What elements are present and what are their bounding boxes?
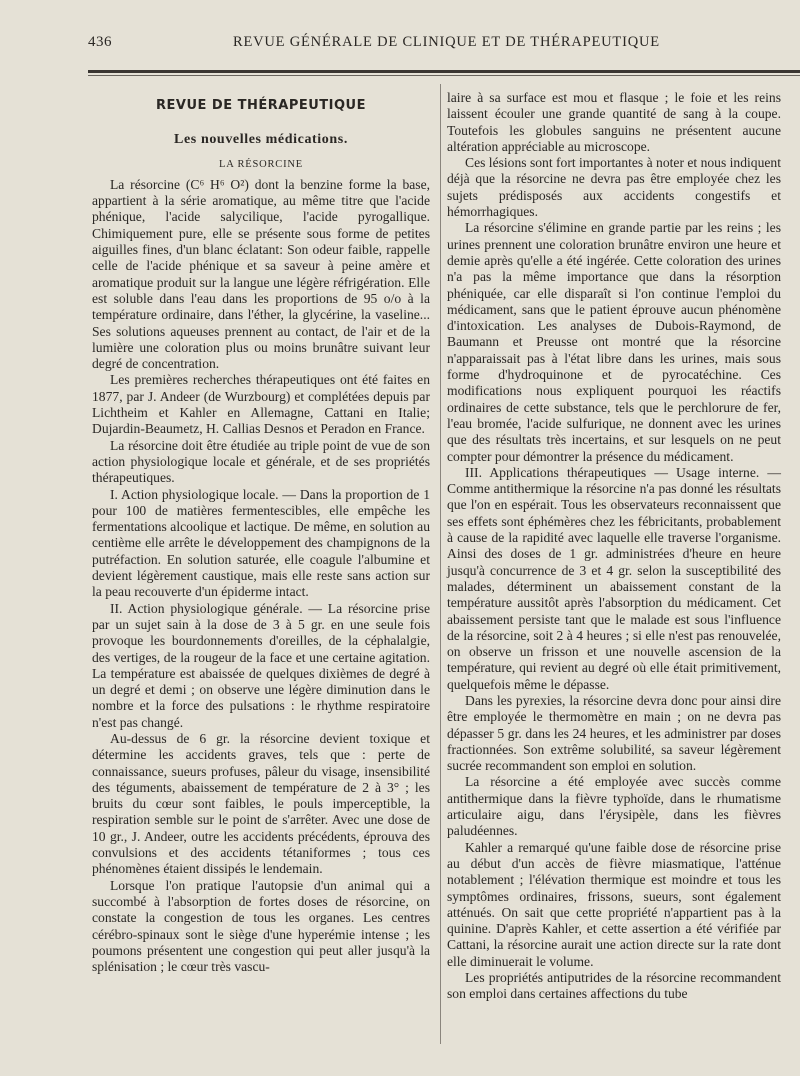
paragraph: III. Applications thérapeutiques — Usage interne. — Comme antithermique la résorcine n'a pas donné les résultats que l'on en espérait. Tous les observateurs reconnaissent que ses effets sont éphémères chez les fébricitants, probablement à cause de la rapidité avec laquelle elle traverse l'organisme. Ainsi des doses de 1 gr. administrées d'heure en heure jusqu'à concurrence de 3 et 4 gr. selon la susceptibilité des malades, déterminent un abaissement constant de la température aussitôt après l'absorption du médicament. Cet abaissement persiste tant que le malade est sous l'influence de la résorcine, soit 2 à 4 heures ; si elle n'est pas renouvelée, on observe un frisson et une nouvelle ascension de la température, qui revient au degré où elle était primitivement, quelquefois même le dépasse. — [447, 464, 781, 692]
paragraph: I. Action physiologique locale. — Dans la proportion de 1 pour 100 de matières fermentescibles, elle empêche les fermentations alcoolique et lactique. De même, en solution au centième elle arrête le développement des champignons de la putréfaction. En solution saturée, elle coagule l'albumine et devient légèrement caustique, mais elle reste sans action sur la peau recouverte d'un épiderme intact. — [92, 486, 430, 600]
page-number: 436 — [88, 34, 112, 50]
paragraph: Les premières recherches thérapeutiques ont été faites en 1877, par J. Andeer (de Wurzbourg) et complétées depuis par Lichtheim et Kahler en Allemagne, Cattani en Italie; Dujardin-Beaumetz, H. Callias Desnos et Peradon en France. — [92, 372, 430, 437]
paragraph: Dans les pyrexies, la résorcine devra donc pour ainsi dire être employée le thermomètre en main ; on ne devra pas dépasser 5 gr. dans les 24 heures, et les administrer par doses fractionnées. Son extrême solubilité, sa saveur légèrement sucrée recommandent son emploi en solution. — [447, 692, 781, 774]
section-title: REVUE DE THÉRAPEUTIQUE — [156, 98, 366, 113]
right-column — [447, 90, 781, 1003]
header-rule-thick — [88, 70, 800, 73]
paragraph: Kahler a remarqué qu'une faible dose de résorcine prise au début d'un accès de fièvre miasmatique, l'atténue notablement ; l'élévation thermique est moindre et tous les symptômes ordinaires, frissons, sueurs, sont également atténués. On sait que cette propriété n'appartient pas à la quinine. D'après Kahler, et cette assertion a été vérifiée par Cattani, la résorcine aurait une action directe sur la rate dont elle diminuerait le volume. — [447, 839, 781, 969]
page-header — [88, 34, 788, 58]
paragraph: Ces lésions sont fort importantes à noter et nous indiquent déjà que la résorcine ne devra pas être employée chez les sujets prédisposés aux accidents congestifs et hémorrhagiques. — [447, 155, 782, 220]
paragraph: II. Action physiologique générale. — La résorcine prise par un sujet sain à la dose de 3 à 5 gr. en une seule fois provoque les bourdonnements d'oreilles, de la céphalalgie, des vertiges, de la rougeur de la face et une certaine agitation. La température est abaissée de quelques dixièmes de degré à un degré et demi ; on observe une légère diminution dans le nombre et la force des pulsations : le rhythme respiratoire n'est pas changé. — [92, 600, 430, 730]
column-divider — [440, 84, 441, 1044]
article-subtitle: LA RÉSORCINE — [219, 158, 303, 170]
paragraph: La résorcine doit être étudiée au triple point de vue de son action physiologique locale et générale, et de ses propriétés thérapeutiques. — [92, 437, 430, 486]
paragraph: La résorcine a été employée avec succès comme antithermique dans la fièvre typhoïde, dans le rhumatisme articulaire aigu, dans l'érysipèle, dans les fièvres paludéennes. — [447, 774, 781, 839]
header-rule-thin — [88, 75, 800, 76]
paragraph: Lorsque l'on pratique l'autopsie d'un animal qui a succombé à l'absorption de fortes doses de résorcine, on constate la congestion de tous les organes. Les centres cérébro-spinaux sont le siège d'une hyperémie intense ; les poumons présentent une congestion qui peut aller jusqu'à la splénisation ; le cœur très vascu- — [92, 877, 430, 975]
left-column — [92, 92, 430, 975]
paragraph: laire à sa surface est mou et flasque ; le foie et les reins laissent écouler une grande quantité de sang à la coupe. Toutefois les globules sanguins ne présentent aucune altération appréciable au microscope. — [447, 90, 781, 154]
article-title: Les nouvelles médications. — [174, 132, 348, 148]
paragraph: La résorcine (C⁶ H⁶ O²) dont la benzine forme la base, appartient à la série aromatique, au même titre que l'acide phénique, l'acide salycilique, l'acide pyrogallique. Chimiquement pure, elle se présente sous forme de petites aiguilles fines, d'un blanc éclatant: Son odeur faible, rappelle celle de l'acide phénique et sa saveur à peine amère et aromatique produit sur la langue une légère réfrigération. Elle est soluble dans l'eau dans les proportions de 95 o/o à la température ordinaire, dans l'éther, la glycérine, la vaseline... Ses solutions aqueuses prennent au contact, de l'air et de la lumière une coloration plus ou moins brunâtre suivant leur degré de concentration. — [92, 176, 430, 372]
running-title: REVUE GÉNÉRALE DE CLINIQUE ET DE THÉRAPEUTIQUE — [233, 34, 660, 50]
paragraph: Les propriétés antiputrides de la résorcine recommandent son emploi dans certaines affections du tube — [447, 970, 781, 1002]
paragraph: La résorcine s'élimine en grande partie par les reins ; les urines prennent une coloration brunâtre environ une heure et demie après qu'elle a été ingérée. Cette coloration des urines n'a pas la même importance que dans la résorption phéniquée, car elle disparaît si l'on continue l'emploi du médicament, sans que le patient éprouve aucun phénomène d'intoxication. Les analyses de Dubois-Raymond, de Baumann et Preusse ont montré que la résorcine n'apparaissait pas à l'état libre dans les urines, mais sous forme d'hydroquinone et de pyrocatéchine. Ces modifications nous expliquent pourquoi les réactifs ordinaires de cette substance, tels que le perchlorure de fer, l'eau bromée, l'acide sulfurique, ne donnent avec les urines que des résultats très incertains, et sur lesquels on ne peut compter pour démontrer la présence du médicament. — [447, 220, 781, 464]
paragraph: Au-dessus de 6 gr. la résorcine devient toxique et détermine les accidents graves, tels que : perte de connaissance, sueurs profuses, pâleur du visage, insensibilité des téguments, abaissement de température de 2 à 3° ; les bruits du cœur sont faibles, le pouls imperceptible, la respiration semble sur le point de s'arrêter. Avec une dose de 10 gr., J. Andeer, outre les accidents précédents, éprouva des convulsions et des accidents tétaniformes ; tous ces phénomènes étaient dissipés le lendemain. — [92, 730, 430, 877]
